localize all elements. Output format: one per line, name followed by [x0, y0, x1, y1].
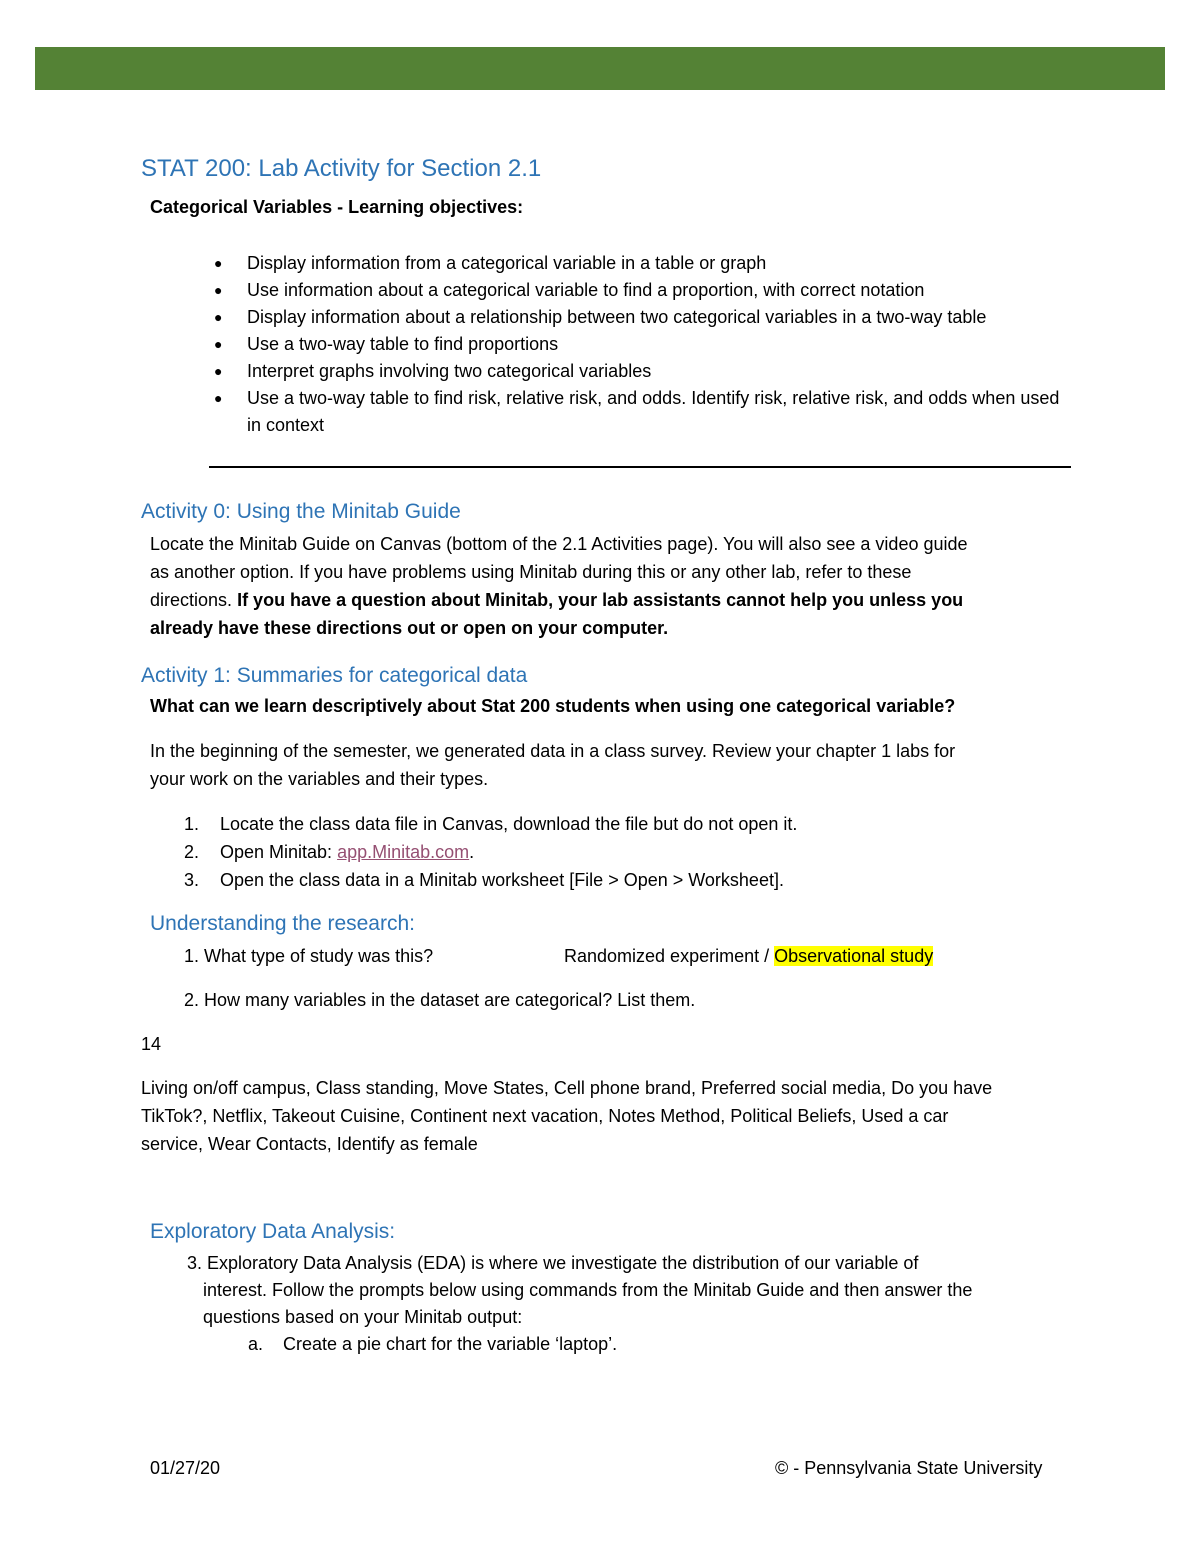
eda-sub-a-label: a.	[248, 1334, 264, 1354]
activity1-heading: Activity 1: Summaries for categorical data	[141, 664, 528, 687]
answer-list: Living on/off campus, Class standing, Move States, Cell phone brand, Preferred social media, Do you have TikTok?, Netflix, Takeout Cuisine, Continent next vacation, Notes Method, Political Beliefs, Used a car service, Wear Contacts, Identify as female	[141, 1078, 993, 1154]
selected-answer: Observational study	[774, 946, 934, 966]
objective-item: ● Use information about a categorical variable to find a proportion, with correct notation	[214, 277, 1074, 304]
page-title: STAT 200: Lab Activity for Section 2.1	[141, 155, 542, 182]
steps-list	[184, 810, 797, 894]
activity1-intro: In the beginning of the semester, we generated data in a class survey. Review your chapter 1 labs for your work on the variables and their types.	[150, 741, 956, 789]
list-item: 1. Locate the class data file in Canvas, download the file but do not open it.	[184, 814, 798, 834]
answer-count: 14	[141, 1034, 162, 1054]
activity0-body: Locate the Minitab Guide on Canvas (bottom of the 2.1 Activities page). You will also see a video guide as another option. If you have problems using Minitab during this or any other lab, refer to these directions. If you have a question about Minitab, your lab assistants cannot help you unless you already have these directions out or open on your computer.	[150, 534, 968, 638]
eda-sub-a-text: Create a pie chart for the variable ‘laptop’.	[283, 1334, 618, 1354]
eda-heading: Exploratory Data Analysis:	[150, 1220, 396, 1243]
list-item: 3. Open the class data in a Minitab worksheet [File > Open > Worksheet].	[184, 870, 784, 890]
header-bar	[35, 47, 1165, 90]
objective-item: ● Use a two-way table to find proportions	[214, 331, 1074, 358]
minitab-link[interactable]: app.Minitab.com	[337, 842, 470, 862]
list-item: 2. Open Minitab: app.Minitab.com.	[184, 842, 475, 862]
objectives-list	[214, 250, 1074, 439]
objective-item: ● Display information from a categorical variable in a table or graph	[214, 250, 1074, 277]
footer-copyright: © - Pennsylvania State University	[775, 1458, 1043, 1478]
objective-item: ● Interpret graphs involving two categorical variables	[214, 358, 1074, 385]
bullet-icon: ●	[214, 336, 223, 352]
footer-date: 01/27/20	[150, 1458, 221, 1478]
bullet-icon: ●	[214, 255, 223, 271]
activity0-heading: Activity 0: Using the Minitab Guide	[141, 500, 461, 523]
research-heading: Understanding the research:	[150, 912, 415, 935]
objectives-heading: Categorical Variables - Learning objectives:	[150, 197, 524, 217]
bullet-icon: ●	[214, 363, 223, 379]
activity1-question: What can we learn descriptively about Stat 200 students when using one categorical variable?	[150, 696, 956, 716]
section-divider	[209, 466, 1071, 468]
bullet-icon: ●	[214, 390, 223, 406]
bullet-icon: ●	[214, 282, 223, 298]
study-type-options: Randomized experiment / Observational study	[564, 946, 934, 966]
research-question-1: 1. What type of study was this?	[184, 946, 434, 966]
research-question-2: 2. How many variables in the dataset are categorical? List them.	[184, 990, 696, 1010]
bullet-icon: ●	[214, 309, 223, 325]
eda-question-3: 3. Exploratory Data Analysis (EDA) is where we investigate the distribution of our variable of interest. Follow the prompts below using commands from the Minitab Guide and then answer the questions based on your Minitab output:	[187, 1253, 973, 1327]
objective-item: ● Display information about a relationship between two categorical variables in a two-way table	[214, 304, 1074, 331]
objective-item: ● Use a two-way table to find risk, relative risk, and odds. Identify risk, relative risk, and odds when used in context	[214, 385, 1074, 439]
